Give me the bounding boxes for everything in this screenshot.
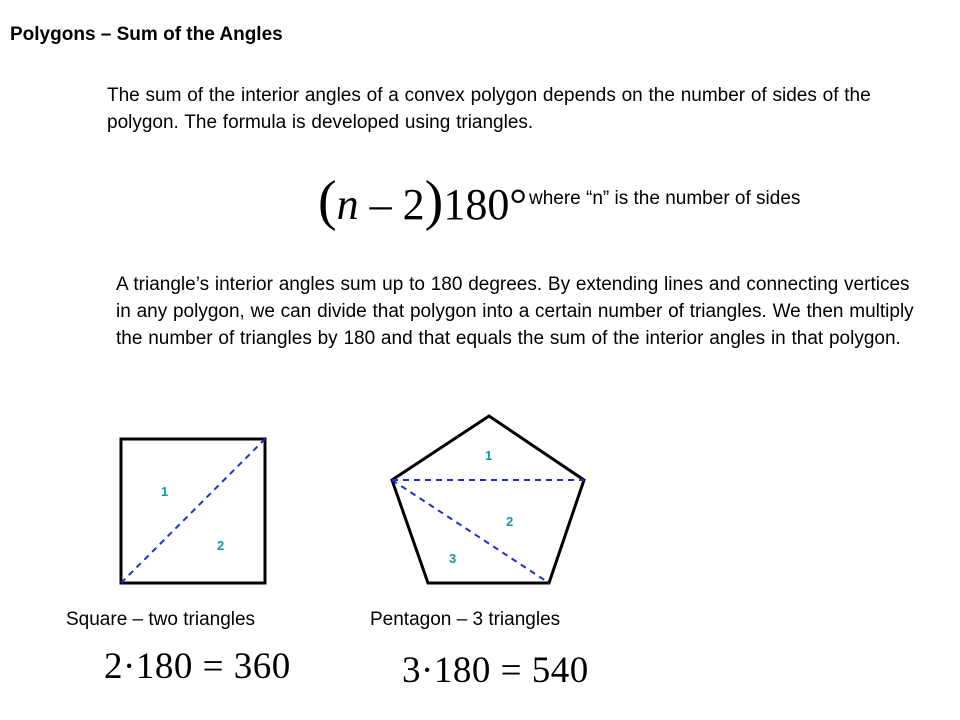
square-caption: Square – two triangles [66,609,256,630]
pentagon-figure [392,416,584,583]
intro-paragraph: The sum of the interior angles of a convex polygon depends on the number of sides of the polygon. The formula is developed using triangles. [107,85,871,133]
formula-where-note: where “n” is the number of sides [529,188,801,209]
pentagon-triangle-label-3: 3 [449,551,457,566]
pentagon-diagonal-lower [392,480,549,583]
explanation-paragraph: A triangle’s interior angles sum up to 180 degrees. By extending lines and connecting vertices in any polygon, we can divide that polygon into a certain number of triangles. We then multiply the number of triangles by 180 and that equals the sum of the interior angles in that polygon. [116,274,914,349]
formula-constant: 180° [443,180,527,229]
formula-minus-two: – 2 [358,180,425,229]
pentagon-equation: 3·180 = 540 [402,650,589,691]
formula-open-paren: ( [318,170,337,232]
square-diagonal [121,439,265,583]
square-triangle-label-1: 1 [161,484,169,499]
formula-variable: n [336,180,359,229]
square-triangle-label-2: 2 [217,538,225,553]
square-equation: 2·180 = 360 [104,646,291,687]
pentagon-triangle-label-2: 2 [506,514,514,529]
page-title: Polygons – Sum of the Angles [10,24,283,45]
pentagon-triangle-label-1: 1 [485,448,493,463]
square-figure [121,439,265,583]
formula-close-paren: ) [424,170,444,232]
pentagon-caption: Pentagon – 3 triangles [370,609,561,630]
